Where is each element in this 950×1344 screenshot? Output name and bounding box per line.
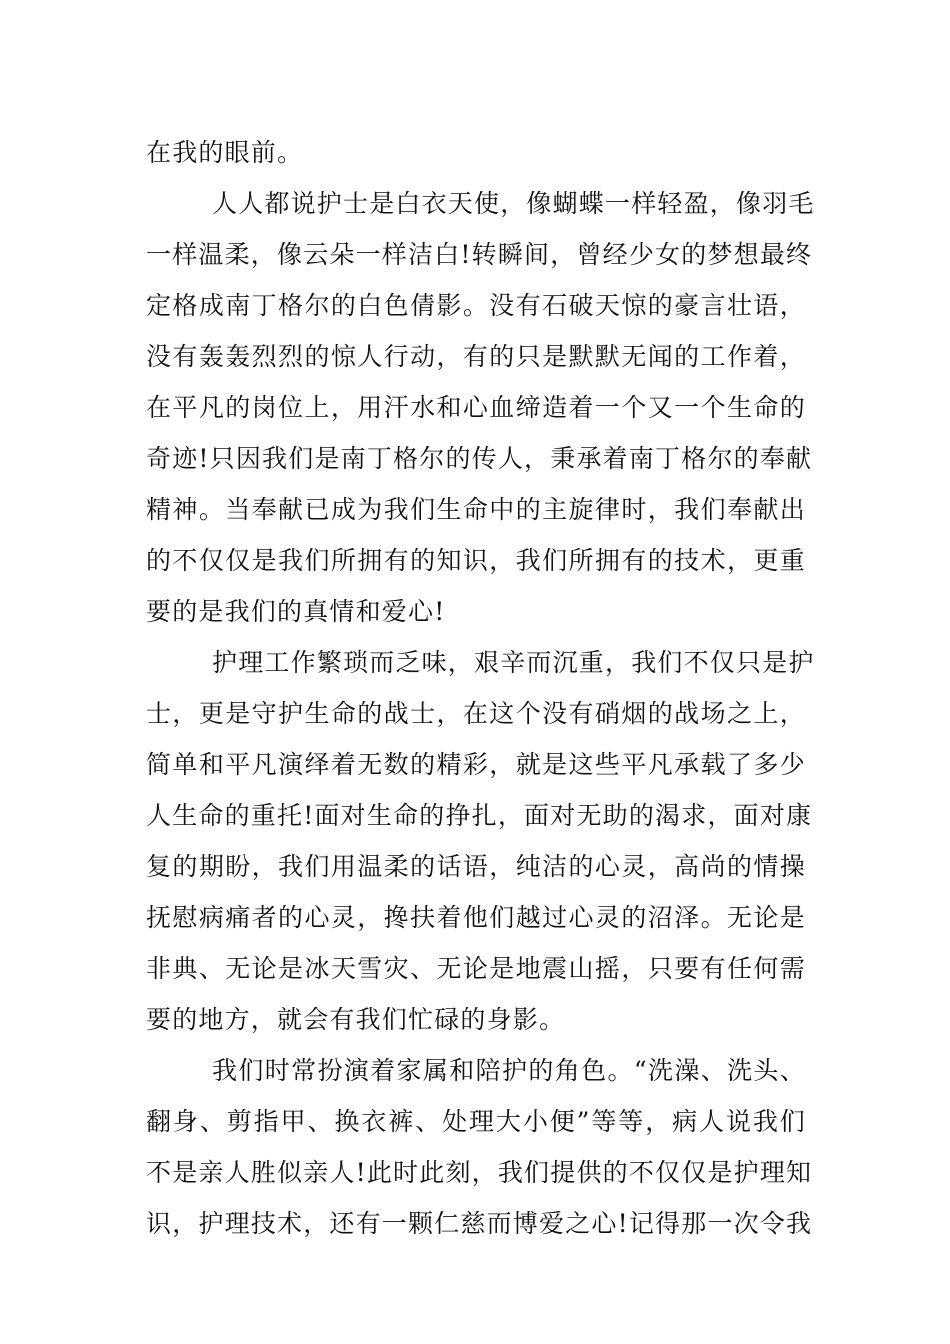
- text-line: 定格成南丁格尔的白色倩影。没有石破天惊的豪言壮语，: [146, 291, 806, 320]
- body-text: [146, 127, 815, 1249]
- text-line: 一样温柔，像云朵一样洁白!转瞬间，曾经少女的梦想最终: [146, 240, 813, 269]
- text-line: 复的期盼，我们用温柔的话语，纯洁的心灵，高尚的情操: [146, 852, 806, 881]
- text-line: 的不仅仅是我们所拥有的知识，我们所拥有的技术，更重: [146, 546, 806, 575]
- text-line: 人生命的重托!面对生命的挣扎，面对无助的渴求，面对康: [146, 801, 813, 830]
- text-line: 不是亲人胜似亲人!此时此刻，我们提供的不仅仅是护理知: [146, 1158, 813, 1187]
- text-line: 士，更是守护生命的战士，在这个没有硝烟的战场之上，: [146, 699, 806, 728]
- text-line: 识，护理技术，还有一颗仁慈而博爱之心!记得那一次令我: [146, 1209, 813, 1238]
- text-line: 要的地方，就会有我们忙碌的身影。: [146, 1005, 566, 1034]
- text-line: 要的是我们的真情和爱心!: [146, 597, 446, 626]
- text-line: 没有轰轰烈烈的惊人行动，有的只是默默无闻的工作着，: [146, 342, 806, 371]
- paragraph-first-line: 护理工作繁琐而乏味，艰辛而沉重，我们不仅只是护: [212, 648, 815, 677]
- text-line: 翻身、剪指甲、换衣裤、处理大小便”等等，病人说我们: [146, 1107, 806, 1136]
- text-line: 奇迹!只因我们是南丁格尔的传人，秉承着南丁格尔的奉献: [146, 444, 813, 473]
- paragraph-first-line: 我们时常扮演着家属和陪护的角色。“洗澡、洗头、: [212, 1056, 806, 1085]
- text-line: 在我的眼前。: [146, 138, 304, 167]
- text-line: 非典、无论是冰天雪灾、无论是地震山摇，只要有任何需: [146, 954, 806, 983]
- paragraph-first-line: 人人都说护士是白衣天使，像蝴蝶一样轻盈，像羽毛: [212, 189, 815, 218]
- text-line: 在平凡的岗位上，用汗水和心血缔造着一个又一个生命的: [146, 393, 806, 422]
- text-line: 抚慰病痛者的心灵，搀扶着他们越过心灵的沼泽。无论是: [146, 903, 806, 932]
- text-line: 精神。当奉献已成为我们生命中的主旋律时，我们奉献出: [146, 495, 806, 524]
- text-line: 简单和平凡演绎着无数的精彩，就是这些平凡承载了多少: [146, 750, 806, 779]
